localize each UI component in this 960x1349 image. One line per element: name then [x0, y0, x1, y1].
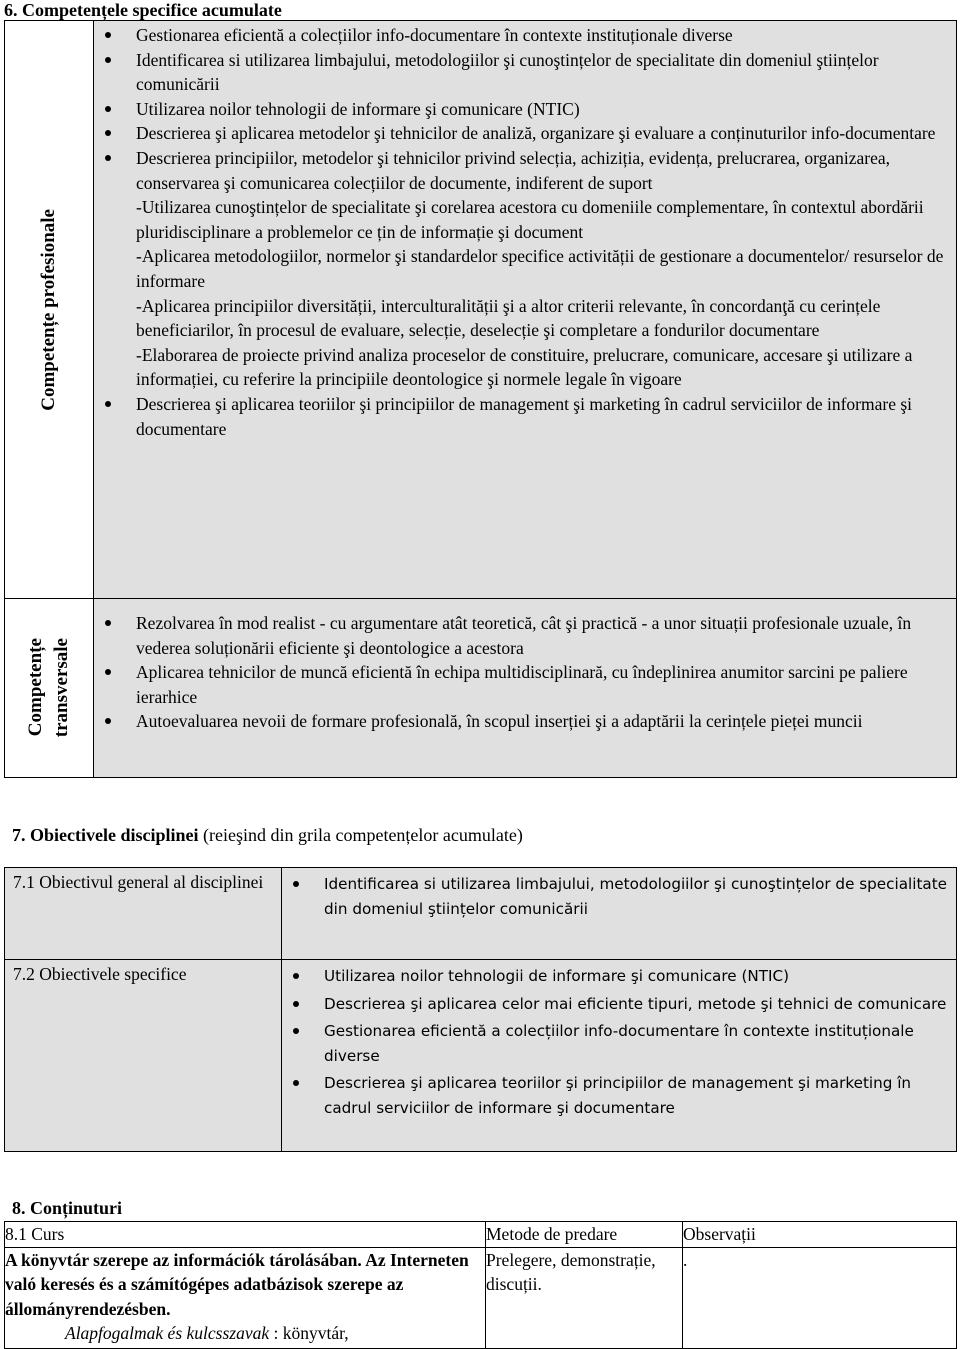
list-item: Descrierea şi aplicarea teoriilor şi principiilor de management şi marketing în cadrul serviciilor de informare şi documentare	[282, 1071, 956, 1120]
competente-profesionale-row	[5, 21, 957, 599]
competente-profesionale-list-cell	[94, 21, 957, 599]
list-item: Descrierea principiilor, metodelor şi tehnicilor privind selecția, achiziția, evidența, prelucrarea, organizarea, conservarea şi comunicarea colecțiilor de documente, indiferent de suport -Utilizarea cunoştințelor de specialitate şi corelarea acestora cu domeniile complementare, în contextul abordării pluridisciplinare a problemelor ce țin de informație şi document -Aplicarea metodologiilor, normelor şi standardelor specifice activității de gestionare a documentelor/ resurselor de informare -Aplicarea principiilor diversității, interculturalității şi a altor criterii relevante, în concordanţă cu cerințele beneficiarilor, în procesul de evaluare, selecție, deselecție şi completare a fondurilor documentare -Elaborarea de proiecte privind analiza proceselor de constituire, prelucrare, comunicare, accesare şi utilizare a informației, cu referire la principiile deontologice şi normele legale în vigoare	[94, 146, 956, 392]
competente-transversale-row	[5, 599, 957, 778]
obiective-specifice-row	[5, 960, 957, 1152]
competente-transversale-list	[94, 611, 956, 734]
curs-keywords-label: Alapfogalmak és kulcsszavak	[65, 1323, 270, 1343]
obiective-specifice-label-cell	[5, 960, 282, 1152]
list-item: Rezolvarea în mod realist - cu argumentare atât teoretică, cât şi practică - a unor situații profesionale uzuale, în vederea soluționării eficiente şi deontologice a acestora	[94, 611, 956, 660]
list-item: Aplicarea tehnicilor de muncă eficientă în echipa multidisciplinară, cu îndeplinirea anumitor sarcini pe paliere ierarhice	[94, 660, 956, 709]
list-item: Gestionarea eficientă a colecțiilor info-documentare în contexte instituționale diverse	[282, 1019, 956, 1068]
obiectiv-general-list-cell	[282, 868, 957, 960]
list-item: Descrierea şi aplicarea teoriilor şi principiilor de management şi marketing în cadrul serviciilor de informare şi documentare	[94, 392, 956, 441]
competente-profesionale-list	[94, 23, 956, 441]
competente-transversale-label-cell	[5, 599, 94, 778]
competente-transversale-label	[23, 638, 75, 737]
list-item: Identificarea si utilizarea limbajului, metodologiilor şi cunoştințelor de specialitate din domeniul ştiințelor comunicării	[94, 48, 956, 97]
list-item: Descrierea şi aplicarea celor mai eficiente tipuri, metode şi tehnici de comunicare	[282, 992, 956, 1017]
continuturi-table	[4, 1221, 957, 1349]
metode-cell: Prelegere, demonstrație, discuții.	[486, 1247, 683, 1348]
competente-table	[4, 20, 957, 778]
section-8-heading: 8. Conținuturi	[12, 1198, 123, 1218]
column-header-curs: 8.1 Curs	[5, 1222, 486, 1248]
table-row	[5, 1247, 957, 1348]
curs-cell	[5, 1247, 486, 1348]
competente-profesionale-label: Competențe profesionale	[38, 208, 59, 411]
obiectiv-general-list	[282, 872, 956, 921]
list-item: Gestionarea eficientă a colecțiilor info-documentare în contexte instituționale diverse	[94, 23, 956, 48]
obiectiv-general-label-cell	[5, 868, 282, 960]
observatii-cell: .	[683, 1247, 957, 1348]
column-header-observatii: Observații	[683, 1222, 957, 1248]
list-item: Utilizarea noilor tehnologii de informare şi comunicare (NTIC)	[94, 97, 956, 122]
obiective-specifice-list	[282, 964, 956, 1120]
competente-transversale-label-line1: Competențe	[25, 638, 46, 738]
list-item: Descrierea şi aplicarea metodelor şi tehnicilor de analiză, organizare şi evaluare a conținuturilor info-documentare	[94, 121, 956, 146]
column-header-metode: Metode de predare	[486, 1222, 683, 1248]
obiective-table	[4, 867, 957, 1152]
competente-profesionale-label-cell	[5, 21, 94, 599]
continuturi-header-row	[5, 1222, 957, 1248]
section-7-heading	[12, 824, 523, 846]
obiectiv-general-row	[5, 868, 957, 960]
curs-title: A könyvtár szerepe az információk tárolásában. Az Interneten való keresés és a számítógépes adatbázisok szerepe az állományrendezésben.	[5, 1249, 469, 1319]
list-item: Identificarea si utilizarea limbajului, metodologiilor şi cunoştințelor de specialitate din domeniul ştiințelor comunicării	[282, 872, 956, 921]
list-item: Autoevaluarea nevoii de formare profesională, în scopul inserției şi a adaptării la cerințele pieței muncii	[94, 709, 956, 734]
curs-keywords	[5, 1321, 485, 1346]
obiective-specifice-list-cell	[282, 960, 957, 1152]
competente-transversale-label-line2: transversale	[51, 638, 72, 738]
section-6-heading: 6. Competențele specifice acumulate	[4, 0, 282, 20]
obiective-specifice-label: 7.2 Obiectivele specifice	[13, 964, 187, 984]
curs-keywords-text: : könyvtár,	[269, 1323, 349, 1343]
obiectiv-general-label: 7.1 Obiectivul general al disciplinei	[13, 872, 264, 892]
section-7-heading-rest: (reieşind din grila competențelor acumulate)	[198, 825, 523, 845]
competente-transversale-list-cell	[94, 599, 957, 778]
list-item: Utilizarea noilor tehnologii de informare şi comunicare (NTIC)	[282, 964, 956, 989]
section-7-heading-bold: 7. Obiectivele disciplinei	[12, 825, 199, 845]
